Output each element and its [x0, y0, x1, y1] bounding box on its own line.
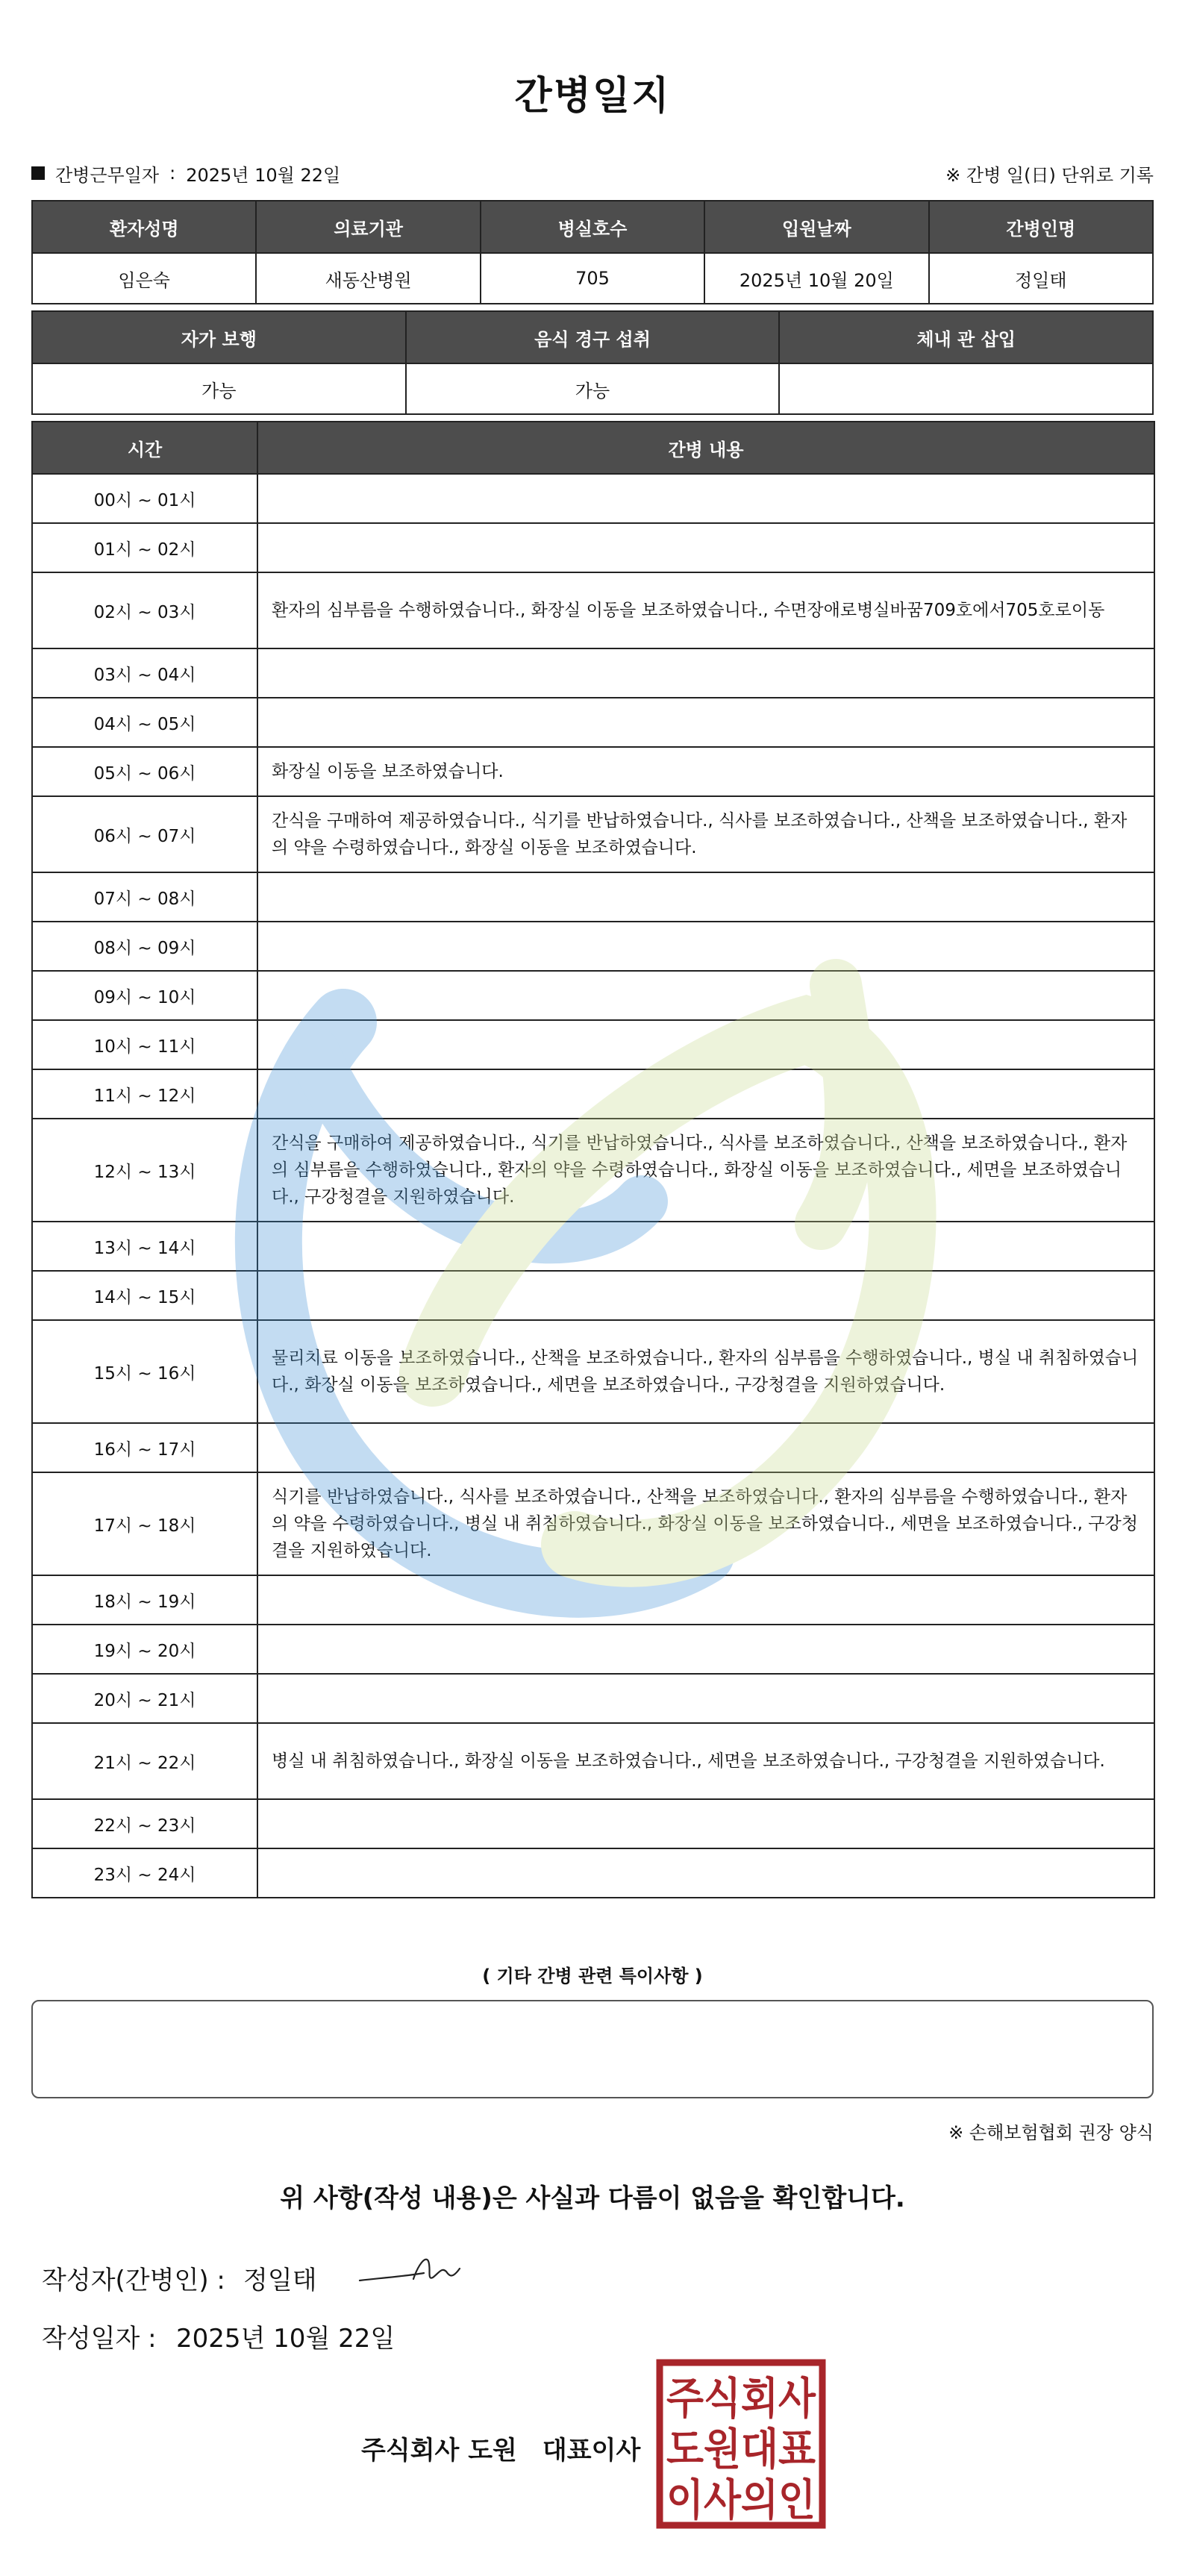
- care-log-row: [32, 523, 1154, 572]
- confirmation-statement: 위 사항(작성 내용)은 사실과 다름이 없음을 확인합니다.: [280, 2183, 905, 2213]
- page-title: 간병일지: [514, 74, 671, 119]
- care-log-row: [32, 747, 1154, 796]
- patient-ability-table: [31, 310, 1154, 415]
- care-log-content: 식기를 반납하였습니다., 식사를 보조하였습니다., 산책을 보조하였습니다., 환자의 심부름을 수행하였습니다., 환자의 약을 수령하였습니다., 병실 내 취침하였습니다., 화장실 이동을 보조하였습니다., 세면을 보조하였습니다., 구강청결을 지원하였습니다.: [257, 1472, 1154, 1575]
- care-log-content: [257, 698, 1154, 747]
- care-log-time: 14시 ~ 15시: [32, 1271, 257, 1320]
- care-log-time: 07시 ~ 08시: [32, 872, 257, 922]
- care-log-time: 15시 ~ 16시: [32, 1320, 257, 1423]
- care-log-row: [32, 1674, 1154, 1723]
- care-log-time: 22시 ~ 23시: [32, 1799, 257, 1848]
- care-log-time: 20시 ~ 21시: [32, 1674, 257, 1723]
- care-log-time: 02시 ~ 03시: [32, 572, 257, 648]
- care-log-row: [32, 1119, 1154, 1222]
- care-log-time: 08시 ~ 09시: [32, 922, 257, 971]
- care-log-time: 00시 ~ 01시: [32, 474, 257, 523]
- room-number-value: 705: [481, 253, 704, 304]
- work-date-value: 2025년 10월 22일: [186, 164, 341, 186]
- admission-date-value: 2025년 10월 20일: [704, 253, 928, 304]
- oral-intake-value: 가능: [406, 363, 780, 414]
- care-log-time: 18시 ~ 19시: [32, 1575, 257, 1625]
- care-log-content: 화장실 이동을 보조하였습니다.: [257, 747, 1154, 796]
- self-walking-value: 가능: [32, 363, 406, 414]
- patient-info-table: [31, 200, 1154, 304]
- care-log-time: 13시 ~ 14시: [32, 1222, 257, 1271]
- write-date-line: [42, 2318, 395, 2354]
- care-log-content: [257, 474, 1154, 523]
- care-log-content: 간식을 구매하여 제공하였습니다., 식기를 반납하였습니다., 식사를 보조하였습니다., 산책을 보조하였습니다., 환자의 약을 수령하였습니다., 화장실 이동을 보조하였습니다.: [257, 796, 1154, 872]
- care-log-content: [257, 1222, 1154, 1271]
- caregiver-name-header: 간병인명: [929, 201, 1153, 253]
- care-log-content: [257, 922, 1154, 971]
- care-log-row: [32, 1320, 1154, 1423]
- care-log-row: [32, 1020, 1154, 1069]
- work-date-label: 간병근무일자: [55, 164, 160, 186]
- care-log-row: [32, 1848, 1154, 1898]
- write-date-value: 2025년 10월 22일: [176, 2324, 395, 2354]
- care-log-time: 23시 ~ 24시: [32, 1848, 257, 1898]
- work-date-block: [31, 160, 340, 187]
- care-log-row: [32, 698, 1154, 747]
- care-log-time: 03시 ~ 04시: [32, 648, 257, 698]
- care-log-time: 16시 ~ 17시: [32, 1423, 257, 1472]
- ability-value-row: [32, 363, 1153, 414]
- care-log-row: [32, 1799, 1154, 1848]
- care-log-content: [257, 1020, 1154, 1069]
- company-name: 주식회사 도원: [361, 2436, 517, 2466]
- care-content-header: 간병 내용: [257, 422, 1154, 474]
- care-log-row: [32, 1069, 1154, 1119]
- care-log-time: 11시 ~ 12시: [32, 1069, 257, 1119]
- care-log-time: 04시 ~ 05시: [32, 698, 257, 747]
- caregiver-name-value: 정일태: [929, 253, 1153, 304]
- care-log-content: [257, 648, 1154, 698]
- remarks-title: ( 기타 간병 관련 특이사항 ): [482, 1966, 703, 1986]
- time-header: 시간: [32, 422, 257, 474]
- seal-line-1: 주식회사: [666, 2373, 816, 2424]
- care-log-time: 01시 ~ 02시: [32, 523, 257, 572]
- care-log-content: [257, 1271, 1154, 1320]
- ability-header-row: [32, 311, 1153, 363]
- care-log-row: [32, 474, 1154, 523]
- care-log-row: [32, 971, 1154, 1020]
- writer-label: 작성자(간병인) :: [42, 2266, 225, 2295]
- care-log-content: [257, 1423, 1154, 1472]
- writer-name: 정일태: [243, 2266, 317, 2295]
- care-log-content: [257, 971, 1154, 1020]
- care-log-row: [32, 796, 1154, 872]
- care-log-time: 19시 ~ 20시: [32, 1625, 257, 1674]
- care-log-time: 21시 ~ 22시: [32, 1723, 257, 1799]
- care-log-content: 환자의 심부름을 수행하였습니다., 화장실 이동을 보조하였습니다., 수면장애로병실바꿈709호에서705호로이동: [257, 572, 1154, 648]
- square-bullet-icon: [31, 166, 45, 180]
- self-walking-header: 자가 보행: [32, 311, 406, 363]
- signature-icon: [355, 2246, 467, 2298]
- care-log-time: 05시 ~ 06시: [32, 747, 257, 796]
- care-log-row: [32, 1271, 1154, 1320]
- record-unit-note: ※ 간병 일(日) 단위로 기록: [945, 164, 1154, 186]
- tube-insertion-header: 체내 관 삽입: [779, 311, 1153, 363]
- care-log-content: [257, 872, 1154, 922]
- care-log-content: [257, 1799, 1154, 1848]
- care-log-row: [32, 1423, 1154, 1472]
- care-log-time: 10시 ~ 11시: [32, 1020, 257, 1069]
- care-log-row: [32, 572, 1154, 648]
- admission-date-header: 입원날짜: [704, 201, 928, 253]
- writer-line: [42, 2260, 317, 2296]
- care-log-table: [31, 421, 1155, 1898]
- meta-row: [31, 158, 1154, 188]
- care-log-content: [257, 1848, 1154, 1898]
- care-log-header-row: [32, 422, 1154, 474]
- patient-name-value: 임은숙: [32, 253, 256, 304]
- care-log-content: [257, 1674, 1154, 1723]
- company-title: 대표이사: [542, 2436, 641, 2466]
- seal-line-2: 도원대표: [666, 2424, 816, 2475]
- care-log-time: 12시 ~ 13시: [32, 1119, 257, 1222]
- patient-info-header-row: [32, 201, 1153, 253]
- hospital-header: 의료기관: [256, 201, 480, 253]
- patient-info-value-row: [32, 253, 1153, 304]
- room-number-header: 병실호수: [481, 201, 704, 253]
- seal-line-3: 이사의인: [666, 2475, 816, 2525]
- care-log-content: [257, 1625, 1154, 1674]
- hospital-value: 새동산병원: [256, 253, 480, 304]
- care-log-row: [32, 872, 1154, 922]
- care-log-row: [32, 922, 1154, 971]
- company-seal-icon: [655, 2358, 827, 2530]
- remarks-box: [31, 2000, 1154, 2098]
- care-log-time: 09시 ~ 10시: [32, 971, 257, 1020]
- care-log-content: 간식을 구매하여 제공하였습니다., 식기를 반납하였습니다., 식사를 보조하였습니다., 산책을 보조하였습니다., 환자의 심부름을 수행하였습니다., 환자의 약을 수령하였습니다., 화장실 이동을 보조하였습니다., 세면을 보조하였습니다., 구강청결을 지원하였습니다.: [257, 1119, 1154, 1222]
- care-log-content: [257, 1069, 1154, 1119]
- care-log-content: [257, 523, 1154, 572]
- care-log-content: [257, 1575, 1154, 1625]
- care-log-row: [32, 1222, 1154, 1271]
- oral-intake-header: 음식 경구 섭취: [406, 311, 780, 363]
- care-log-row: [32, 1723, 1154, 1799]
- care-log-content: 물리치료 이동을 보조하였습니다., 산책을 보조하였습니다., 환자의 심부름을 수행하였습니다., 병실 내 취침하였습니다., 화장실 이동을 보조하였습니다., 세면을 보조하였습니다., 구강청결을 지원하였습니다.: [257, 1320, 1154, 1423]
- care-log-time: 17시 ~ 18시: [32, 1472, 257, 1575]
- tube-insertion-value: [779, 363, 1153, 414]
- work-date-separator: :: [169, 163, 176, 184]
- company-signoff: [361, 2430, 640, 2466]
- form-source-note: ※ 손해보험협회 권장 양식: [948, 2122, 1154, 2143]
- write-date-label: 작성일자 :: [42, 2324, 157, 2354]
- patient-name-header: 환자성명: [32, 201, 256, 253]
- care-log-row: [32, 1575, 1154, 1625]
- care-log-row: [32, 648, 1154, 698]
- care-log-time: 06시 ~ 07시: [32, 796, 257, 872]
- care-log-content: 병실 내 취침하였습니다., 화장실 이동을 보조하였습니다., 세면을 보조하였습니다., 구강청결을 지원하였습니다.: [257, 1723, 1154, 1799]
- care-log-row: [32, 1625, 1154, 1674]
- care-log-row: [32, 1472, 1154, 1575]
